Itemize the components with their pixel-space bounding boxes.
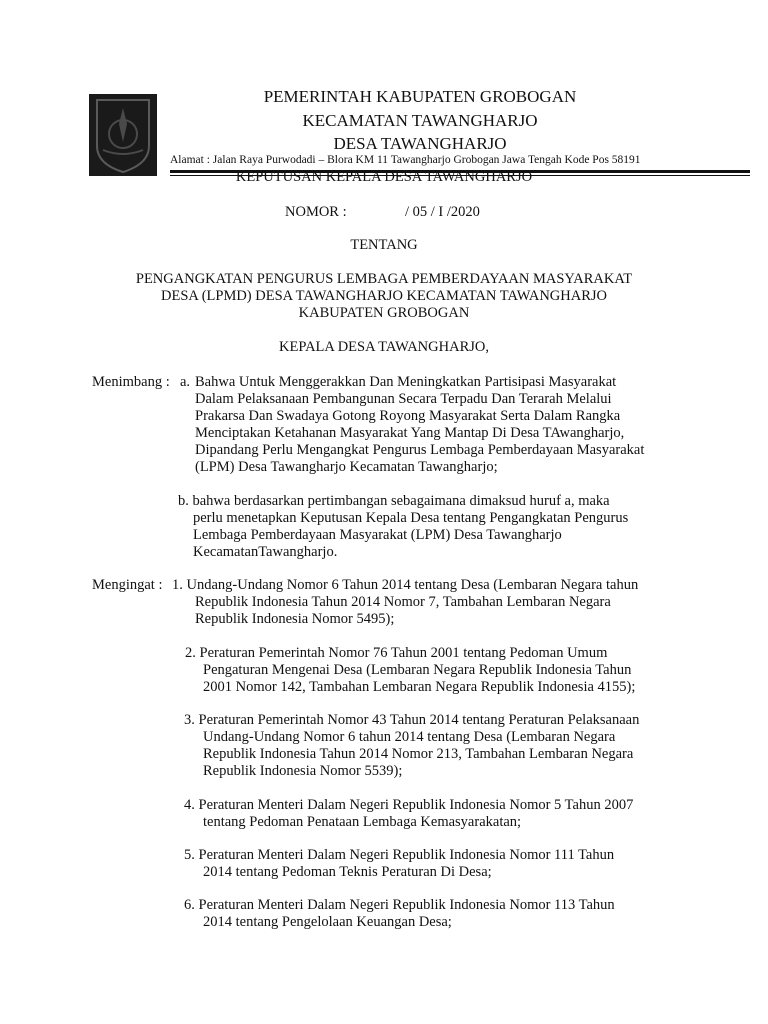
header-address: Alamat : Jalan Raya Purwodadi – Blora KM 11 Tawangharjo Grobogan Jawa Tengah Kode Pos 58191 [170,154,641,166]
mengingat-item-4: 4. Peraturan Menteri Dalam Negeri Republik Indonesia Nomor 5 Tahun 2007 [184,797,634,813]
tentang-heading: TENTANG [350,237,418,253]
menimbang-a-line: Dipandang Perlu Mengangkat Pengurus Lembaga Pemberdayaan Masyarakat [195,442,645,458]
mengingat-item-1-cont: Republik Indonesia Tahun 2014 Nomor 7, Tambahan Lembaran Negara [195,594,611,610]
menimbang-b-line: perlu menetapkan Keputusan Kepala Desa tentang Pengangkatan Pengurus [193,510,629,526]
subject-line-3: KABUPATEN GROBOGAN [298,305,470,321]
mengingat-item-1: 1. Undang-Undang Nomor 6 Tahun 2014 tentang Desa (Lembaran Negara tahun [172,577,639,593]
menimbang-b-line: KecamatanTawangharjo. [193,544,338,560]
mengingat-item-3-cont: Republik Indonesia Tahun 2014 Nomor 213, Tambahan Lembaran Negara [203,746,634,762]
header-district: KECAMATAN TAWANGHARJO [302,111,538,130]
mengingat-item-5-cont: 2014 tentang Pedoman Teknis Peraturan Di Desa; [203,864,492,880]
mengingat-item-4-cont: tentang Pedoman Penataan Lembaga Kemasyarakatan; [203,814,522,830]
kepala-desa-heading: KEPALA DESA TAWANGHARJO, [279,339,489,355]
header-government: PEMERINTAH KABUPATEN GROBOGAN [263,87,577,106]
mengingat-item-3: 3. Peraturan Pemerintah Nomor 43 Tahun 2014 tentang Peraturan Pelaksanaan [184,712,640,728]
mengingat-item-2-cont: Pengaturan Mengenai Desa (Lembaran Negara Republik Indonesia Tahun [203,662,632,678]
header-village: DESA TAWANGHARJO [333,134,507,153]
mengingat-item-2: 2. Peraturan Pemerintah Nomor 76 Tahun 2001 tentang Pedoman Umum [185,645,608,661]
mengingat-item-3-cont: Republik Indonesia Nomor 5539); [203,763,403,779]
menimbang-a-line: Prakarsa Dan Swadaya Gotong Royong Masyarakat Serta Dalam Rangka [195,408,621,424]
menimbang-b-line: b. bahwa berdasarkan pertimbangan sebagaimana dimaksud huruf a, maka [178,493,610,509]
menimbang-a-marker: a. [180,374,191,390]
subject-line-1: PENGANGKATAN PENGURUS LEMBAGA PEMBERDAYAAN MASYARAKAT [135,271,633,287]
nomor-value: / 05 / I /2020 [405,204,480,220]
menimbang-b-line: Lembaga Pemberdayaan Masyarakat (LPM) Desa Tawangharjo [193,527,562,543]
mengingat-item-1-cont: Republik Indonesia Nomor 5495); [195,611,395,627]
menimbang-label: Menimbang : [92,374,170,390]
mengingat-item-3-cont: Undang-Undang Nomor 6 tahun 2014 tentang Desa (Lembaran Negara [203,729,616,745]
regency-emblem-logo [89,94,157,176]
decree-title: KEPUTUSAN KEPALA DESA TAWANGHARJO [235,169,533,185]
mengingat-item-2-cont: 2001 Nomor 142, Tambahan Lembaran Negara Republik Indonesia 4155); [203,679,636,695]
mengingat-label: Mengingat : [92,577,163,593]
menimbang-a-line: Menciptakan Ketahanan Masyarakat Yang Mantap Di Desa TAwangharjo, [195,425,625,441]
mengingat-item-6-cont: 2014 tentang Pengelolaan Keuangan Desa; [203,914,452,930]
menimbang-a-line: Bahwa Untuk Menggerakkan Dan Meningkatkan Partisipasi Masyarakat [195,374,617,390]
nomor-label: NOMOR : [285,204,347,220]
menimbang-a-line: Dalam Pelaksanaan Pembangunan Secara Terpadu Dan Terarah Melalui [195,391,612,407]
menimbang-a-line: (LPM) Desa Tawangharjo Kecamatan Tawangharjo; [195,459,498,475]
subject-line-2: DESA (LPMD) DESA TAWANGHARJO KECAMATAN TAWANGHARJO [161,288,607,304]
mengingat-item-5: 5. Peraturan Menteri Dalam Negeri Republik Indonesia Nomor 111 Tahun [184,847,615,863]
mengingat-item-6: 6. Peraturan Menteri Dalam Negeri Republik Indonesia Nomor 113 Tahun [184,897,615,913]
